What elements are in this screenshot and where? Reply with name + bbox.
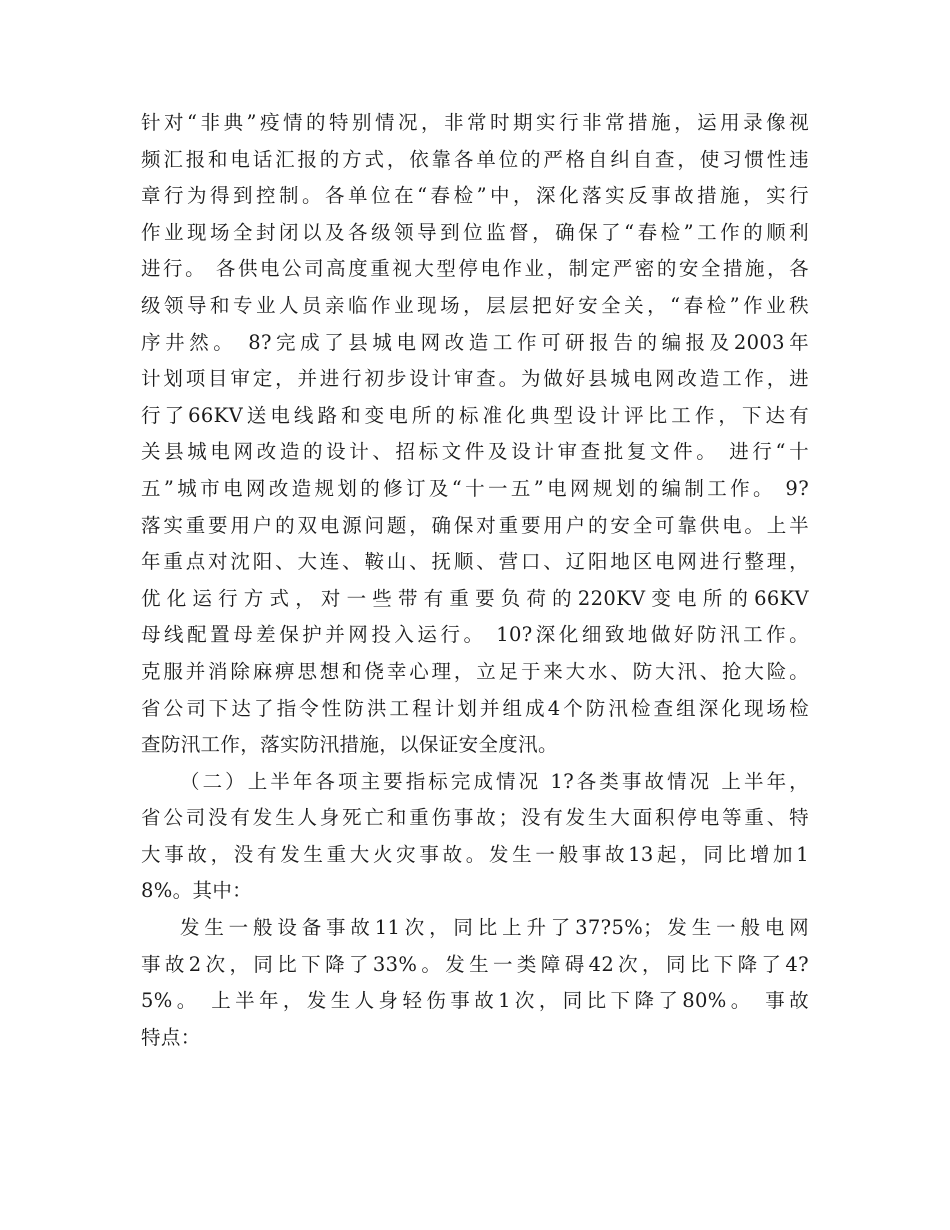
- text-line: （二）上半年各项主要指标完成情况 1?各类事故情况 上半年，: [180, 769, 809, 793]
- text-line: 发生一般设备事故11次，同比上升了37?5%；发生一般电网: [180, 916, 809, 940]
- text-line: 进行。 各供电公司高度重视大型停电作业，制定严密的安全措施，各: [141, 257, 809, 281]
- text-line: 省公司下达了指令性防洪工程计划并组成4个防汛检查组深化现场检: [141, 696, 809, 720]
- paragraph-work-measures: [141, 105, 809, 764]
- text-line: 序井然。 8?完成了县城电网改造工作可研报告的编报及2003年: [141, 330, 809, 354]
- text-line: 作业现场全封闭以及各级领导到位监督，确保了“春检”工作的顺利: [141, 220, 809, 244]
- text-line: 落实重要用户的双电源问题，确保对重要用户的安全可靠供电。上半: [141, 513, 809, 537]
- text-line: 特点：: [141, 1025, 201, 1049]
- text-line: 频汇报和电话汇报的方式，依靠各单位的严格自纠自查，使习惯性违: [141, 147, 809, 171]
- paragraph-accident-statistics: [141, 910, 809, 1056]
- paragraph-indicators-summary: [141, 764, 809, 910]
- text-line: 克服并消除麻痹思想和侥幸心理，立足于来大水、防大汛、抢大险。: [141, 659, 809, 683]
- text-line: 五”城市电网改造规划的修订及“十一五”电网规划的编制工作。 9?: [141, 476, 809, 500]
- text-line: 级领导和专业人员亲临作业现场，层层把好安全关，“春检”作业秩: [141, 293, 809, 317]
- text-line: 关县城电网改造的设计、招标文件及设计审查批复文件。 进行“十: [141, 440, 809, 464]
- document-body: [141, 105, 809, 1056]
- text-line: 事故2次，同比下降了33%。发生一类障碍42次，同比下降了4?: [141, 952, 809, 976]
- text-line: 行了66KV送电线路和变电所的标准化典型设计评比工作，下达有: [141, 403, 809, 427]
- text-line: 计划项目审定，并进行初步设计审查。为做好县城电网改造工作，进: [141, 367, 809, 391]
- text-line: 优化运行方式，对一些带有重要负荷的220KV变电所的66KV: [141, 586, 809, 610]
- text-line: 8%。其中：: [141, 879, 253, 903]
- text-line: 年重点对沈阳、大连、鞍山、抚顺、营口、辽阳地区电网进行整理，: [141, 550, 809, 574]
- text-line: 省公司没有发生人身死亡和重伤事故；没有发生大面积停电等重、特: [141, 806, 809, 830]
- text-line: 针对“非典”疫情的特别情况，非常时期实行非常措施，运用录像视: [141, 111, 809, 134]
- text-line: 章行为得到控制。各单位在“春检”中，深化落实反事故措施，实行: [141, 184, 809, 208]
- text-line: 大事故，没有发生重大火灾事故。发生一般事故13起，同比增加1: [141, 842, 809, 866]
- text-line: 查防汛工作，落实防汛措施，以保证安全度汛。: [141, 733, 558, 757]
- text-line: 母线配置母差保护并网投入运行。 10?深化细致地做好防汛工作。: [141, 623, 809, 647]
- text-line: 5%。 上半年，发生人身轻伤事故1次，同比下降了80%。 事故: [141, 989, 809, 1013]
